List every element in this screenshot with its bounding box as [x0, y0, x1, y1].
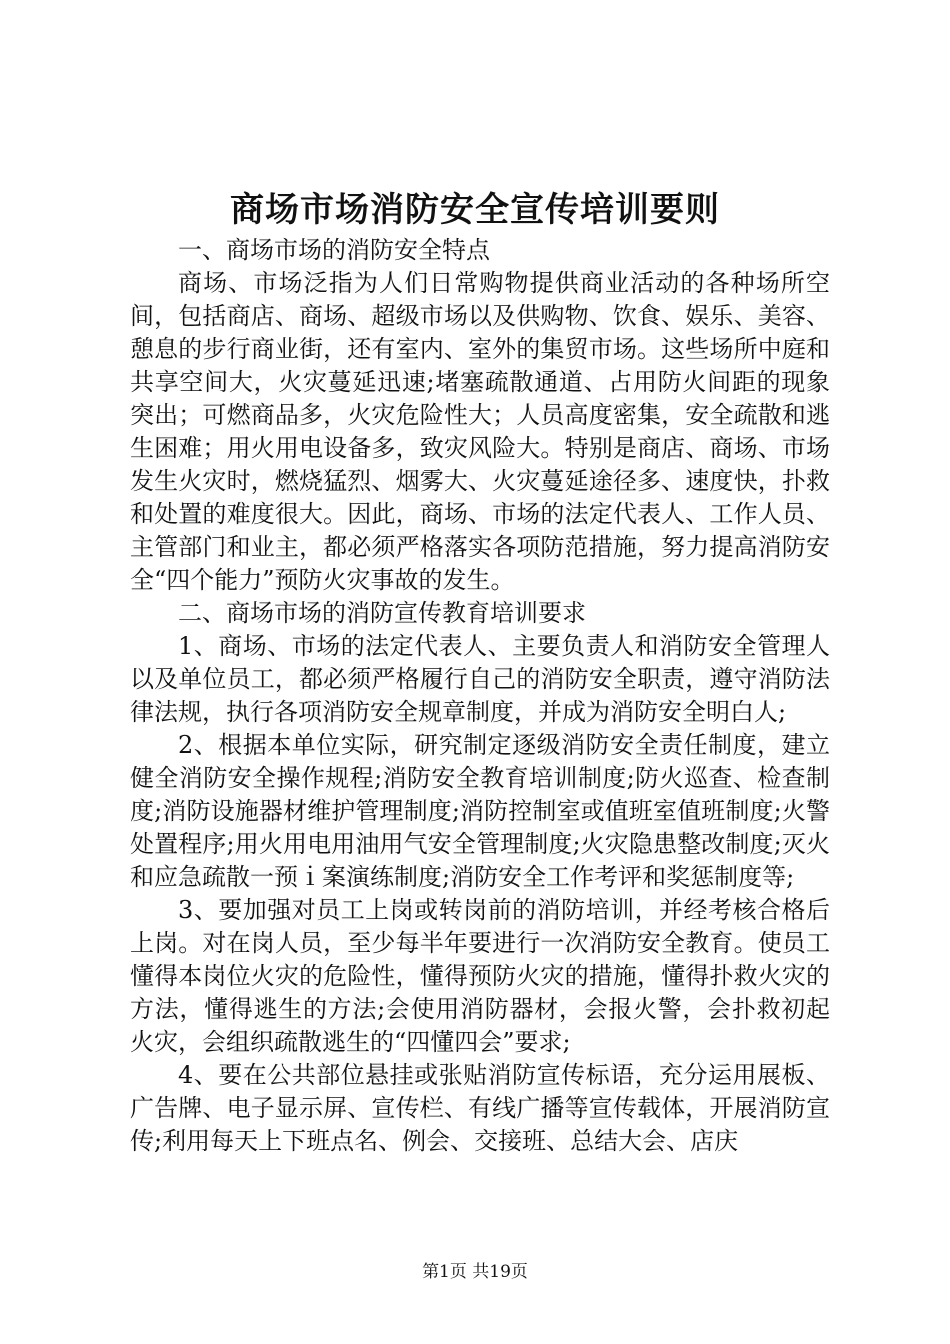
document-title: 商场市场消防安全宣传培训要则 [230, 190, 720, 230]
section-heading-2: 二、商场市场的消防宣传教育培训要求 [178, 599, 586, 627]
section-heading-1: 一、商场市场的消防安全特点 [178, 236, 490, 264]
paragraph-1: 商场、市场泛指为人们日常购物提供商业活动的各种场所空间，包括商店、商场、超级市场以及供购物、饮食、娱乐、美容、憩息的步行商业街，还有室内、室外的集贸市场。这些场所中庭和共享空间大，火灾蔓延迅速;堵塞疏散通道、占用防火间距的现象突出；可燃商品多，火灾危险性大；人员高度密集，安全疏散和逃生困难；用火用电设备多，致灾风险大。特别是商店、商场、市场发生火灾时，燃烧猛烈、烟雾大、火灾蔓延途径多、速度快，扑救和处置的难度很大。因此，商场、市场的法定代表人、工作人员、主管部门和业主，都必须严格落实各项防范措施，努力提高消防安全“四个能力”预防火灾事故的发生。 [130, 269, 830, 594]
page-footer: 第1页 共19页 [422, 1262, 528, 1282]
paragraph-item-1: 1、商场、市场的法定代表人、主要负责人和消防安全管理人以及单位员工，都必须严格履行自己的消防安全职责，遵守消防法律法规，执行各项消防安全规章制度，并成为消防安全明白人; [130, 632, 830, 726]
document-body [130, 234, 830, 1158]
paragraph-item-3: 3、要加强对员工上岗或转岗前的消防培训，并经考核合格后上岗。对在岗人员，至少每半年要进行一次消防安全教育。使员工懂得本岗位火灾的危险性，懂得预防火灾的措施，懂得扑救火灾的方法，懂得逃生的方法;会使用消防器材，会报火警，会扑救初起火灾，会组织疏散逃生的“四懂四会”要求; [130, 896, 830, 1056]
paragraph-item-2: 2、根据本单位实际，研究制定逐级消防安全责任制度，建立健全消防安全操作规程;消防安全教育培训制度;防火巡查、检查制度;消防设施器材维护管理制度;消防控制室或值班室值班制度;火警处置程序;用火用电用油用气安全管理制度;火灾隐患整改制度;灭火和应急疏散一预ｉ案演练制度;消防安全工作考评和奖惩制度等; [130, 731, 830, 891]
paragraph-item-4: 4、要在公共部位悬挂或张贴消防宣传标语，充分运用展板、广告牌、电子显示屏、宣传栏、有线广播等宣传载体，开展消防宣传;利用每天上下班点名、例会、交接班、总结大会、店庆 [130, 1061, 830, 1155]
